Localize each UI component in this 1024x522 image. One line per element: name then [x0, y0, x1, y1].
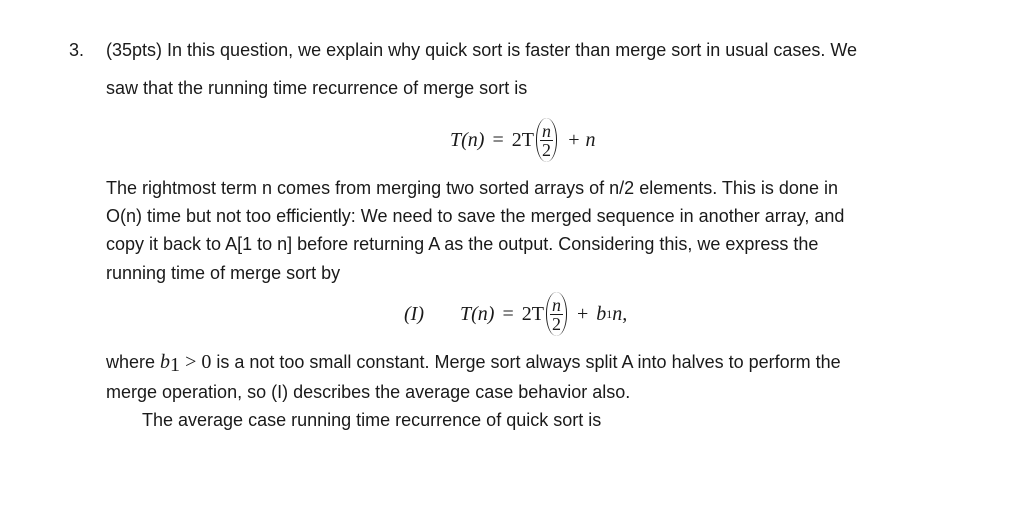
- paragraph2-line-1: The rightmost term n comes from merging two sorted arrays of n/2 elements. This is done in: [106, 178, 838, 198]
- question-line-1: (35pts) In this question, we explain why quick sort is faster than merge sort in usual cases. We: [106, 40, 858, 60]
- eq1-fraction: [540, 122, 553, 159]
- eq1-tail: + n: [566, 128, 596, 151]
- paragraph3-b: b: [160, 351, 171, 373]
- eq2-equals: =: [502, 302, 514, 325]
- question-line-2: saw that the running time recurrence of merge sort is: [106, 78, 528, 98]
- eq1-paren: [536, 118, 557, 162]
- paragraph3-condition: > 0: [185, 351, 212, 373]
- eq2-rest: n,: [612, 302, 628, 325]
- eq2-numerator: n: [551, 294, 561, 315]
- eq2-b-subscript: 1: [606, 306, 613, 321]
- eq2-coef: 2T: [521, 302, 544, 325]
- eq1-lhs: T(n): [450, 128, 485, 151]
- eq1-numerator: n: [541, 120, 551, 141]
- paragraph3-where: where: [106, 352, 156, 372]
- paragraph2-line-3: copy it back to A[1 to n] before returning A as the output. Considering this, we express the: [106, 234, 819, 254]
- eq1-denominator: 2: [541, 139, 551, 160]
- eq1-equals: =: [492, 128, 504, 151]
- question-number: 3.: [69, 40, 85, 60]
- eq2-label: (I): [404, 302, 424, 325]
- paragraph3-line-1: [106, 350, 841, 377]
- eq2-plus: +: [576, 302, 589, 325]
- paragraph3-b-subscript: 1: [170, 354, 181, 376]
- eq2-paren: [546, 292, 567, 336]
- eq2-denominator: 2: [551, 313, 561, 334]
- paragraph2-line-4: running time of merge sort by: [106, 263, 341, 283]
- eq1-coef: 2T: [511, 128, 534, 151]
- recurrence-equation-1: [450, 118, 595, 162]
- recurrence-equation-2: [404, 292, 627, 336]
- paragraph3-line-2: merge operation, so (I) describes the average case behavior also.: [106, 382, 631, 402]
- paragraph3-line-1-rest: is a not too small constant. Merge sort always split A into halves to perform the: [216, 352, 841, 372]
- eq2-lhs: T(n): [459, 302, 495, 325]
- paragraph2-line-2: O(n) time but not too efficiently: We need to save the merged sequence in another array, and: [106, 206, 845, 226]
- eq2-b: b: [596, 302, 607, 325]
- paragraph3-line-3: The average case running time recurrence of quick sort is: [142, 410, 602, 430]
- eq2-fraction: [550, 296, 563, 333]
